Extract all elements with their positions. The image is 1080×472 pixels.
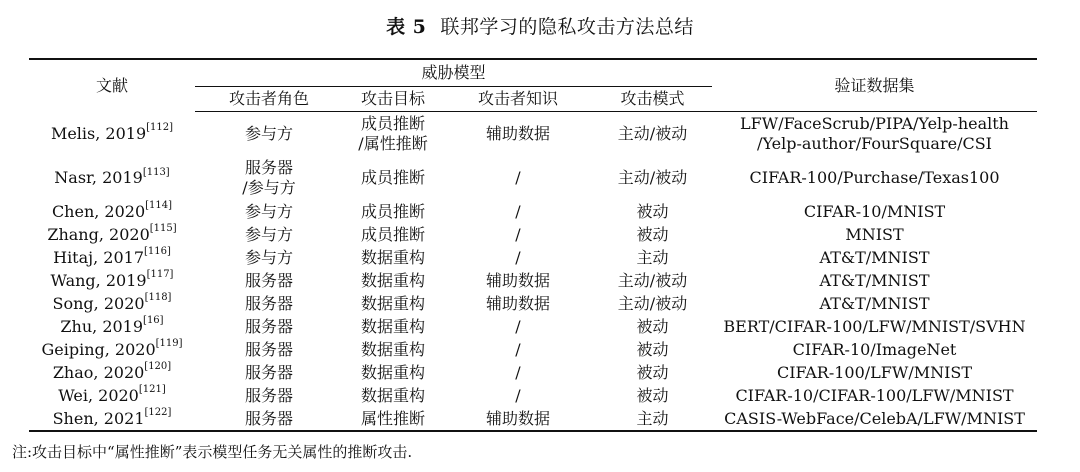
cell-target-line: 成员推断 bbox=[360, 114, 425, 133]
cell-target-line: 数据重构 bbox=[360, 316, 425, 336]
ref-author-year: Zhang, 2020 bbox=[47, 224, 150, 244]
cell-target-line: 成员推断 bbox=[360, 168, 425, 187]
cell-target-line: 属性推断 bbox=[360, 408, 425, 428]
cell-knowledge: 辅助数据 bbox=[485, 270, 550, 290]
header-threat-model: 威胁模型 bbox=[195, 59, 712, 87]
cell-dataset bbox=[712, 361, 1037, 384]
cell-ref bbox=[29, 112, 195, 157]
header-role: 攻击者角色 bbox=[195, 87, 343, 112]
table-caption bbox=[0, 12, 1080, 39]
header-dataset: 验证数据集 bbox=[712, 59, 1037, 112]
ref-author-year: Wang, 2019 bbox=[50, 270, 147, 290]
cell-ref bbox=[29, 338, 195, 361]
table-row bbox=[29, 200, 1037, 223]
cell-dataset-line: CASIS-WebFace/CelebA/LFW/MNIST bbox=[724, 408, 1025, 428]
cell-ref bbox=[29, 223, 195, 246]
cell-dataset-line: AT&T/MNIST bbox=[819, 293, 930, 313]
table-title: 联邦学习的隐私攻击方法总结 bbox=[440, 16, 694, 38]
table-row bbox=[29, 315, 1037, 338]
cell-role-line: 参与方 bbox=[244, 247, 293, 267]
cell-role-line: 服务器 bbox=[244, 385, 293, 405]
cell-knowledge: / bbox=[515, 316, 521, 336]
cell-dataset bbox=[712, 246, 1037, 269]
cell-knowledge: 辅助数据 bbox=[485, 124, 550, 143]
cell-mode: 被动 bbox=[636, 316, 669, 336]
cell-target-line: 数据重构 bbox=[360, 362, 425, 382]
cell-dataset bbox=[712, 223, 1037, 246]
cell-knowledge: 辅助数据 bbox=[485, 293, 550, 313]
header-knowledge: 攻击者知识 bbox=[443, 87, 593, 112]
cell-role-line: 服务器 bbox=[244, 408, 293, 428]
cell-target bbox=[343, 407, 443, 431]
ref-author-year: Melis, 2019 bbox=[50, 123, 147, 143]
cell-role bbox=[195, 384, 343, 407]
privacy-attack-table bbox=[29, 58, 1037, 432]
ref-citation: [117] bbox=[146, 269, 174, 281]
cell-mode: 被动 bbox=[636, 385, 669, 405]
cell-mode: 主动 bbox=[636, 247, 669, 267]
ref-citation: [118] bbox=[144, 292, 172, 304]
cell-dataset-line: CIFAR-10/ImageNet bbox=[792, 339, 957, 359]
cell-role-line: 服务器 bbox=[244, 158, 293, 177]
header-target: 攻击目标 bbox=[343, 87, 443, 112]
header-ref: 文献 bbox=[29, 59, 195, 112]
cell-role-line: 参与方 bbox=[244, 201, 293, 221]
cell-dataset-line: CIFAR-10/CIFAR-100/LFW/MNIST bbox=[735, 385, 1014, 405]
cell-target bbox=[343, 246, 443, 269]
cell-mode: 被动 bbox=[636, 201, 669, 221]
cell-target bbox=[343, 156, 443, 200]
cell-target-line: 成员推断 bbox=[360, 201, 425, 221]
cell-target-line: 成员推断 bbox=[360, 224, 425, 244]
table-row bbox=[29, 338, 1037, 361]
ref-citation: [112] bbox=[146, 122, 174, 134]
cell-role bbox=[195, 292, 343, 315]
cell-knowledge: 辅助数据 bbox=[443, 407, 593, 431]
cell-dataset bbox=[712, 292, 1037, 315]
cell-role bbox=[195, 315, 343, 338]
ref-citation: [115] bbox=[149, 223, 177, 235]
cell-mode: 主动/被动 bbox=[617, 293, 688, 313]
ref-author-year: Zhu, 2019 bbox=[60, 316, 144, 336]
cell-dataset bbox=[712, 200, 1037, 223]
cell-role bbox=[195, 361, 343, 384]
cell-ref bbox=[29, 200, 195, 223]
cell-dataset-line: /Yelp-author/FourSquare/CSI bbox=[757, 134, 992, 153]
cell-ref bbox=[29, 292, 195, 315]
cell-knowledge: / bbox=[515, 168, 521, 187]
cell-target bbox=[343, 384, 443, 407]
cell-knowledge: / bbox=[515, 224, 521, 244]
ref-author-year: Hitaj, 2017 bbox=[53, 247, 144, 267]
table-row bbox=[29, 384, 1037, 407]
table-row bbox=[29, 156, 1037, 200]
cell-ref bbox=[29, 407, 195, 431]
ref-citation: [120] bbox=[144, 361, 172, 373]
cell-dataset bbox=[712, 269, 1037, 292]
cell-mode: 主动/被动 bbox=[617, 270, 688, 290]
cell-target-line: 数据重构 bbox=[360, 270, 425, 290]
cell-mode: 主动/被动 bbox=[617, 168, 688, 187]
cell-target bbox=[343, 361, 443, 384]
cell-target-line: 数据重构 bbox=[360, 385, 425, 405]
cell-ref bbox=[29, 361, 195, 384]
cell-knowledge: / bbox=[515, 385, 521, 405]
table-body bbox=[29, 112, 1037, 432]
cell-role bbox=[195, 338, 343, 361]
cell-dataset-line: CIFAR-100/LFW/MNIST bbox=[776, 362, 973, 382]
cell-ref bbox=[29, 156, 195, 200]
cell-target-line: 数据重构 bbox=[360, 293, 425, 313]
cell-role bbox=[195, 269, 343, 292]
cell-target bbox=[343, 338, 443, 361]
ref-author-year: Song, 2020 bbox=[52, 293, 145, 313]
ref-author-year: Nasr, 2019 bbox=[54, 168, 143, 187]
table-row bbox=[29, 407, 1037, 431]
cell-dataset-line: LFW/FaceScrub/PIPA/Yelp-health bbox=[740, 114, 1009, 133]
cell-knowledge: / bbox=[515, 362, 521, 382]
ref-citation: [16] bbox=[143, 315, 164, 327]
cell-mode: 被动 bbox=[636, 339, 669, 359]
cell-dataset bbox=[712, 112, 1037, 157]
cell-role bbox=[195, 407, 343, 431]
cell-role-line: /参与方 bbox=[242, 178, 296, 197]
cell-role-line: 参与方 bbox=[244, 224, 293, 244]
cell-dataset bbox=[712, 315, 1037, 338]
cell-target-line: /属性推断 bbox=[358, 134, 428, 153]
cell-target bbox=[343, 292, 443, 315]
cell-target bbox=[343, 200, 443, 223]
ref-author-year: Wei, 2020 bbox=[58, 385, 139, 405]
cell-target-line: 数据重构 bbox=[360, 247, 425, 267]
table-note: 注:攻击目标中“属性推断”表示模型任务无关属性的推断攻击. bbox=[12, 443, 413, 461]
cell-role bbox=[195, 200, 343, 223]
cell-dataset-line: MNIST bbox=[845, 224, 904, 244]
cell-role-line: 服务器 bbox=[244, 270, 293, 290]
cell-ref bbox=[29, 315, 195, 338]
cell-knowledge: / bbox=[515, 201, 521, 221]
cell-mode: 主动 bbox=[593, 407, 712, 431]
cell-role-line: 服务器 bbox=[244, 362, 293, 382]
ref-author-year: Chen, 2020 bbox=[51, 201, 146, 221]
ref-author-year: Zhao, 2020 bbox=[52, 362, 145, 382]
cell-knowledge: / bbox=[515, 247, 521, 267]
cell-ref bbox=[29, 246, 195, 269]
cell-dataset bbox=[712, 338, 1037, 361]
ref-citation: [116] bbox=[144, 246, 171, 258]
cell-role-line: 参与方 bbox=[244, 124, 293, 143]
cell-dataset-line: AT&T/MNIST bbox=[819, 247, 930, 267]
cell-role bbox=[195, 246, 343, 269]
cell-mode: 被动 bbox=[636, 224, 669, 244]
cell-role bbox=[195, 223, 343, 246]
cell-dataset-line: CIFAR-100/Purchase/Texas100 bbox=[749, 168, 1000, 187]
header-mode: 攻击模式 bbox=[593, 87, 712, 112]
cell-ref bbox=[29, 384, 195, 407]
cell-role-line: 服务器 bbox=[244, 339, 293, 359]
ref-citation: [113] bbox=[142, 166, 170, 178]
cell-dataset bbox=[712, 407, 1037, 431]
cell-dataset bbox=[712, 156, 1037, 200]
cell-dataset-line: CIFAR-10/MNIST bbox=[803, 201, 946, 221]
cell-role-line: 服务器 bbox=[244, 293, 293, 313]
table-row bbox=[29, 269, 1037, 292]
cell-role bbox=[195, 112, 343, 157]
ref-author-year: Geiping, 2020 bbox=[41, 339, 156, 359]
cell-dataset bbox=[712, 384, 1037, 407]
cell-role bbox=[195, 156, 343, 200]
cell-dataset-line: BERT/CIFAR-100/LFW/MNIST/SVHN bbox=[723, 316, 1026, 336]
cell-dataset-line: AT&T/MNIST bbox=[819, 270, 930, 290]
table-row bbox=[29, 292, 1037, 315]
ref-citation: [119] bbox=[155, 338, 183, 350]
cell-target bbox=[343, 112, 443, 157]
cell-role-line: 服务器 bbox=[244, 316, 293, 336]
ref-citation: [122] bbox=[144, 407, 172, 419]
cell-target-line: 数据重构 bbox=[360, 339, 425, 359]
cell-mode: 主动/被动 bbox=[617, 124, 688, 143]
table-row bbox=[29, 223, 1037, 246]
ref-citation: [114] bbox=[145, 200, 173, 212]
table-row bbox=[29, 361, 1037, 384]
cell-mode: 被动 bbox=[636, 362, 669, 382]
table-row bbox=[29, 112, 1037, 157]
cell-target bbox=[343, 269, 443, 292]
cell-target bbox=[343, 223, 443, 246]
cell-knowledge: / bbox=[515, 339, 521, 359]
ref-citation: [121] bbox=[138, 384, 166, 396]
table-row bbox=[29, 246, 1037, 269]
ref-author-year: Shen, 2021 bbox=[52, 408, 145, 428]
cell-target bbox=[343, 315, 443, 338]
cell-ref bbox=[29, 269, 195, 292]
table-number: 表 5 bbox=[386, 16, 427, 38]
